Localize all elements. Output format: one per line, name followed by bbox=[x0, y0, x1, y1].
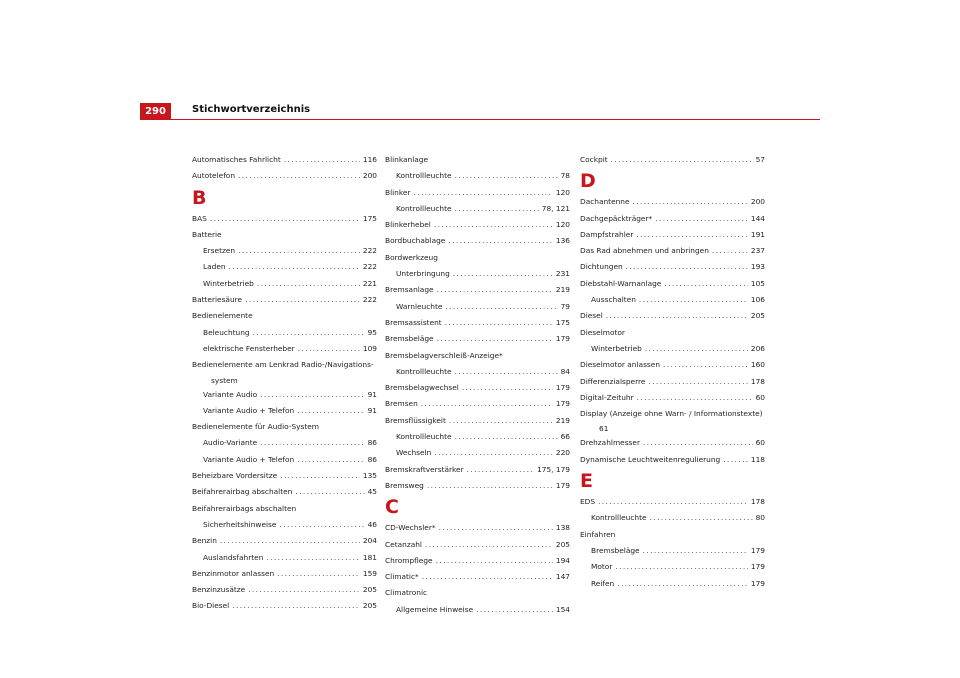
entry-label: Dynamische Leuchtweitenregulierung bbox=[580, 454, 721, 464]
dot-leader bbox=[611, 152, 753, 168]
index-entry[interactable] bbox=[385, 462, 570, 478]
page-reference[interactable]: 181 bbox=[362, 552, 377, 562]
dot-leader bbox=[434, 445, 553, 461]
index-entry[interactable] bbox=[385, 478, 570, 494]
entry-label: Beleuchtung bbox=[203, 327, 250, 337]
entry-label: Motor bbox=[591, 562, 613, 572]
page-reference[interactable]: 57 bbox=[755, 155, 765, 164]
entry-label: Kontrollleuchte bbox=[396, 366, 452, 376]
index-subentry[interactable] bbox=[580, 543, 765, 559]
page-reference[interactable]: 135 bbox=[362, 471, 377, 481]
dot-leader bbox=[260, 387, 364, 403]
index-heading-continuation: system bbox=[211, 375, 238, 385]
entry-label: Bremsweg bbox=[385, 480, 424, 490]
page-reference[interactable]: 144 bbox=[750, 213, 765, 223]
entry-label: Kontrollleuchte bbox=[396, 432, 452, 442]
dot-leader bbox=[445, 299, 557, 315]
entry-label: Warnleuchte bbox=[396, 301, 443, 311]
entry-label: Drehzahlmesser bbox=[580, 438, 640, 448]
dot-leader bbox=[650, 510, 753, 526]
entry-label: Dachgepäckträger* bbox=[580, 213, 653, 223]
page-reference[interactable]: 138 bbox=[555, 523, 570, 533]
dot-leader bbox=[437, 331, 553, 347]
index-heading: Beifahrerairbags abschalten bbox=[192, 503, 297, 513]
entry-label: Cetanzahl bbox=[385, 539, 422, 549]
index-entry[interactable] bbox=[580, 211, 765, 227]
page-reference[interactable]: 205 bbox=[362, 585, 377, 595]
page-reference[interactable]: 205 bbox=[362, 601, 377, 611]
entry-label: Bremsanlage bbox=[385, 285, 434, 295]
entry-label: Chrompflege bbox=[385, 555, 433, 565]
page-reference[interactable]: 105 bbox=[750, 278, 765, 288]
page-reference[interactable]: 45 bbox=[367, 487, 377, 497]
entry-label: Variante Audio + Telefon bbox=[203, 454, 295, 464]
dot-leader bbox=[663, 357, 748, 373]
dot-leader bbox=[615, 559, 748, 575]
dot-leader bbox=[427, 478, 553, 494]
index-entry[interactable] bbox=[192, 533, 377, 549]
index-subentry[interactable] bbox=[580, 292, 765, 308]
index-heading: Batterie bbox=[192, 229, 222, 239]
page-reference[interactable]: 175, 179 bbox=[537, 464, 570, 474]
index-heading: Einfahren bbox=[580, 529, 616, 539]
entry-label: Diesel bbox=[580, 311, 603, 321]
dot-leader bbox=[455, 201, 539, 217]
page-reference[interactable]: 219 bbox=[555, 285, 570, 295]
page-reference[interactable]: 179 bbox=[750, 578, 765, 588]
index-entry[interactable] bbox=[192, 566, 377, 582]
entry-label: Bremsen bbox=[385, 399, 418, 409]
page-title: Stichwortverzeichnis bbox=[192, 104, 311, 115]
dot-leader bbox=[455, 364, 558, 380]
header-divider bbox=[140, 119, 820, 120]
entry-label: Ausschalten bbox=[591, 295, 636, 305]
page-reference[interactable]: 194 bbox=[555, 555, 570, 565]
page-reference[interactable]: 154 bbox=[555, 604, 570, 614]
entry-label: Dichtungen bbox=[580, 262, 623, 272]
index-subentry[interactable] bbox=[385, 364, 570, 380]
entry-label: Variante Audio bbox=[203, 389, 258, 399]
page-reference[interactable]: 106 bbox=[750, 295, 765, 305]
page-reference[interactable]: 178 bbox=[750, 376, 765, 386]
index-subentry[interactable] bbox=[385, 445, 570, 461]
entry-label: Benzinmotor anlassen bbox=[192, 568, 275, 578]
index-subentry[interactable] bbox=[192, 435, 377, 451]
page-reference[interactable]: 86 bbox=[367, 438, 377, 448]
index-entry[interactable] bbox=[192, 484, 377, 500]
index-heading: Display (Anzeige ohne Warn- / Informationstexte) bbox=[580, 409, 763, 419]
entry-label: EDS bbox=[580, 497, 596, 507]
entry-label: Bremsbeläge bbox=[385, 334, 434, 344]
index-entry[interactable] bbox=[385, 380, 570, 396]
index-heading: Blinkanlage bbox=[385, 155, 429, 164]
index-subentry[interactable] bbox=[385, 168, 570, 184]
index-subentry[interactable] bbox=[192, 550, 377, 566]
entry-label: Allgemeine Hinweise bbox=[396, 604, 474, 614]
index-entry[interactable] bbox=[385, 537, 570, 553]
dot-leader bbox=[238, 243, 360, 259]
entry-label: CD-Wechsler* bbox=[385, 523, 436, 533]
dot-leader bbox=[462, 380, 553, 396]
dot-leader bbox=[606, 308, 748, 324]
page-reference[interactable]: 80 bbox=[755, 513, 765, 523]
index-heading: Dieselmotor bbox=[580, 327, 625, 337]
page-reference[interactable]: 160 bbox=[750, 360, 765, 370]
index-entry[interactable] bbox=[580, 243, 765, 259]
entry-label: Kontrollleuchte bbox=[396, 171, 452, 181]
dot-leader bbox=[598, 494, 748, 510]
page-reference[interactable]: 204 bbox=[362, 536, 377, 546]
index-entry[interactable] bbox=[192, 152, 377, 168]
dot-leader bbox=[645, 341, 748, 357]
index-entry[interactable] bbox=[580, 374, 765, 390]
page-reference[interactable]: 179 bbox=[555, 480, 570, 490]
index-entry[interactable] bbox=[192, 211, 377, 227]
entry-label: Laden bbox=[203, 262, 226, 272]
index-subentry[interactable] bbox=[385, 429, 570, 445]
dot-leader bbox=[448, 233, 553, 249]
index-entry[interactable] bbox=[580, 435, 765, 451]
dot-leader bbox=[298, 341, 360, 357]
index-subentry[interactable] bbox=[580, 559, 765, 575]
dot-leader bbox=[455, 429, 558, 445]
page-reference[interactable]: 179 bbox=[555, 399, 570, 409]
index-heading-continuation: 61 bbox=[599, 424, 609, 434]
index-entry[interactable] bbox=[385, 315, 570, 331]
index-entry[interactable] bbox=[580, 452, 765, 468]
dot-leader bbox=[723, 452, 748, 468]
index-entry[interactable] bbox=[385, 217, 570, 233]
dot-leader bbox=[643, 543, 748, 559]
dot-leader bbox=[295, 484, 364, 500]
index-subentry[interactable] bbox=[192, 403, 377, 419]
page-reference[interactable]: 179 bbox=[555, 334, 570, 344]
index-entry[interactable] bbox=[192, 582, 377, 598]
index-heading: Bremsbelagverschleiß-Anzeige* bbox=[385, 350, 503, 360]
index-entry[interactable] bbox=[385, 569, 570, 585]
dot-leader bbox=[712, 243, 748, 259]
index-column-1 bbox=[192, 152, 377, 615]
entry-label: Bio-Diesel bbox=[192, 601, 230, 611]
index-subentry[interactable] bbox=[192, 517, 377, 533]
index-subentry[interactable] bbox=[385, 266, 570, 282]
page-reference[interactable]: 179 bbox=[750, 545, 765, 555]
entry-label: Blinker bbox=[385, 187, 411, 197]
page-reference[interactable]: 175 bbox=[362, 213, 377, 223]
index-entry[interactable] bbox=[580, 390, 765, 406]
index-subentry[interactable] bbox=[192, 341, 377, 357]
index-entry[interactable] bbox=[192, 598, 377, 614]
page-reference[interactable]: 222 bbox=[362, 246, 377, 256]
index-heading: Bedienelemente bbox=[192, 311, 253, 321]
dot-leader bbox=[636, 227, 748, 243]
page-reference[interactable]: 109 bbox=[362, 343, 377, 353]
dot-leader bbox=[445, 315, 553, 331]
entry-label: Bremsbelagwechsel bbox=[385, 383, 459, 393]
index-entry[interactable] bbox=[385, 413, 570, 429]
dot-leader bbox=[633, 194, 748, 210]
page-reference[interactable]: 91 bbox=[367, 389, 377, 399]
index-entry[interactable] bbox=[580, 227, 765, 243]
entry-label: Sicherheitshinweise bbox=[203, 519, 277, 529]
index-entry[interactable] bbox=[580, 194, 765, 210]
page-reference[interactable]: 231 bbox=[555, 269, 570, 279]
index-subentry[interactable] bbox=[580, 510, 765, 526]
entry-label: Dieselmotor anlassen bbox=[580, 360, 660, 370]
entry-label: Bordbuchablage bbox=[385, 236, 446, 246]
entry-label: Bremsbeläge bbox=[591, 545, 640, 555]
page-reference[interactable]: 91 bbox=[367, 405, 377, 415]
entry-label: Benzinzusätze bbox=[192, 585, 246, 595]
entry-label: Automatisches Fahrlicht bbox=[192, 155, 281, 164]
page-reference[interactable]: 84 bbox=[560, 366, 570, 376]
page-reference[interactable]: 120 bbox=[555, 220, 570, 230]
page-reference[interactable]: 220 bbox=[555, 448, 570, 458]
dot-leader bbox=[643, 435, 753, 451]
page-reference[interactable]: 179 bbox=[750, 562, 765, 572]
dot-leader bbox=[455, 168, 558, 184]
entry-label: Climatic* bbox=[385, 572, 419, 582]
index-entry[interactable] bbox=[580, 276, 765, 292]
page-reference[interactable]: 205 bbox=[750, 311, 765, 321]
page-reference[interactable]: 237 bbox=[750, 246, 765, 256]
entry-label: Beifahrerairbag abschalten bbox=[192, 487, 293, 497]
index-subentry[interactable] bbox=[192, 259, 377, 275]
dot-leader bbox=[639, 292, 748, 308]
index-entry[interactable] bbox=[580, 259, 765, 275]
dot-leader bbox=[277, 566, 360, 582]
page-reference[interactable]: 116 bbox=[362, 155, 377, 164]
dot-leader bbox=[279, 517, 364, 533]
entry-label: Unterbringung bbox=[396, 269, 450, 279]
index-entry[interactable] bbox=[580, 152, 765, 168]
page-reference[interactable]: 118 bbox=[750, 454, 765, 464]
dot-leader bbox=[260, 435, 364, 451]
dot-leader bbox=[232, 598, 360, 614]
page-reference[interactable]: 193 bbox=[750, 262, 765, 272]
entry-label: Winterbetrieb bbox=[203, 278, 254, 288]
page-reference[interactable]: 78 bbox=[560, 171, 570, 181]
index-subentry[interactable] bbox=[192, 387, 377, 403]
index-heading: Climatronic bbox=[385, 588, 428, 598]
index-subentry[interactable] bbox=[192, 243, 377, 259]
index-subentry[interactable] bbox=[385, 602, 570, 618]
index-entry[interactable] bbox=[580, 494, 765, 510]
entry-label: BAS bbox=[192, 213, 207, 223]
dot-leader bbox=[253, 325, 365, 341]
dot-leader bbox=[439, 520, 553, 536]
entry-label: Dachantenne bbox=[580, 197, 630, 207]
page-reference[interactable]: 46 bbox=[367, 519, 377, 529]
entry-label: elektrische Fensterheber bbox=[203, 343, 295, 353]
dot-leader bbox=[413, 185, 552, 201]
index-subentry[interactable] bbox=[385, 299, 570, 315]
index-entry[interactable] bbox=[192, 168, 377, 184]
dot-leader bbox=[425, 537, 553, 553]
dot-leader bbox=[280, 468, 360, 484]
section-letter: B bbox=[192, 186, 207, 209]
dot-leader bbox=[421, 396, 553, 412]
page-reference[interactable]: 147 bbox=[555, 572, 570, 582]
page-reference[interactable]: 206 bbox=[750, 343, 765, 353]
dot-leader bbox=[297, 403, 364, 419]
index-entry[interactable] bbox=[192, 468, 377, 484]
entry-label: Ersetzen bbox=[203, 246, 236, 256]
page-reference[interactable]: 60 bbox=[755, 438, 765, 448]
dot-leader bbox=[637, 390, 753, 406]
entry-label: Bremsassistent bbox=[385, 317, 442, 327]
dot-leader bbox=[229, 259, 360, 275]
index-entry[interactable] bbox=[385, 520, 570, 536]
page-reference[interactable]: 178 bbox=[750, 497, 765, 507]
page-reference[interactable]: 221 bbox=[362, 278, 377, 288]
dot-leader bbox=[453, 266, 553, 282]
dot-leader bbox=[449, 413, 553, 429]
index-entry[interactable] bbox=[385, 233, 570, 249]
entry-label: Blinkerhebel bbox=[385, 220, 431, 230]
page-reference[interactable]: 66 bbox=[560, 432, 570, 442]
dot-leader bbox=[422, 569, 553, 585]
index-entry[interactable] bbox=[385, 553, 570, 569]
section-letter: C bbox=[385, 496, 399, 519]
dot-leader bbox=[476, 602, 553, 618]
entry-label: Wechseln bbox=[396, 448, 432, 458]
entry-label: Cockpit bbox=[580, 155, 608, 164]
dot-leader bbox=[210, 211, 360, 227]
index-heading: Bordwerkzeug bbox=[385, 252, 438, 262]
page-reference[interactable]: 205 bbox=[555, 539, 570, 549]
page-reference[interactable]: 78, 121 bbox=[541, 203, 570, 213]
entry-label: Das Rad abnehmen und anbringen bbox=[580, 246, 709, 256]
page-reference[interactable]: 86 bbox=[367, 454, 377, 464]
page-reference[interactable]: 222 bbox=[362, 295, 377, 305]
dot-leader bbox=[617, 576, 748, 592]
index-subentry[interactable] bbox=[385, 201, 570, 217]
index-entry[interactable] bbox=[385, 396, 570, 412]
entry-label: Batteriesäure bbox=[192, 295, 243, 305]
entry-label: Kontrollleuchte bbox=[396, 203, 452, 213]
entry-label: Beheizbare Vordersitze bbox=[192, 471, 278, 481]
dot-leader bbox=[436, 553, 553, 569]
index-column-2 bbox=[385, 152, 570, 618]
page-reference[interactable]: 175 bbox=[555, 317, 570, 327]
dot-leader bbox=[266, 550, 360, 566]
entry-label: Bremskraftverstärker bbox=[385, 464, 464, 474]
index-subentry[interactable] bbox=[192, 452, 377, 468]
dot-leader bbox=[238, 168, 360, 184]
page-reference[interactable]: 200 bbox=[750, 197, 765, 207]
index-entry[interactable] bbox=[385, 185, 570, 201]
dot-leader bbox=[434, 217, 553, 233]
dot-leader bbox=[220, 533, 360, 549]
entry-label: Autotelefon bbox=[192, 171, 236, 181]
page-reference[interactable]: 179 bbox=[555, 383, 570, 393]
entry-label: Audio-Variante bbox=[203, 438, 258, 448]
section-letter: D bbox=[580, 170, 596, 193]
entry-label: Differenzialsperre bbox=[580, 376, 646, 386]
entry-label: Digital-Zeituhr bbox=[580, 392, 634, 402]
page-reference[interactable]: 95 bbox=[367, 327, 377, 337]
dot-leader bbox=[664, 276, 748, 292]
page-reference[interactable]: 136 bbox=[555, 236, 570, 246]
page-reference[interactable]: 222 bbox=[362, 262, 377, 272]
index-heading: Bedienelemente für Audio-System bbox=[192, 422, 320, 432]
index-subentry[interactable] bbox=[192, 276, 377, 292]
entry-label: Dampfstrahler bbox=[580, 229, 634, 239]
dot-leader bbox=[257, 276, 360, 292]
index-heading: Bedienelemente am Lenkrad Radio-/Navigations- bbox=[192, 360, 374, 370]
dot-leader bbox=[245, 292, 360, 308]
index-entry[interactable] bbox=[385, 282, 570, 298]
entry-label: Auslandsfahrten bbox=[203, 552, 264, 562]
index-column-3 bbox=[580, 152, 765, 592]
index-entry[interactable] bbox=[192, 292, 377, 308]
entry-label: Kontrollleuchte bbox=[591, 513, 647, 523]
index-subentry[interactable] bbox=[192, 325, 377, 341]
dot-leader bbox=[648, 374, 747, 390]
dot-leader bbox=[284, 152, 360, 168]
page-reference[interactable]: 79 bbox=[560, 301, 570, 311]
page-reference[interactable]: 159 bbox=[362, 568, 377, 578]
dot-leader bbox=[297, 452, 364, 468]
dot-leader bbox=[467, 462, 534, 478]
dot-leader bbox=[437, 282, 553, 298]
entry-label: Variante Audio + Telefon bbox=[203, 405, 295, 415]
dot-leader bbox=[248, 582, 360, 598]
index-subentry[interactable] bbox=[580, 576, 765, 592]
entry-label: Benzin bbox=[192, 536, 217, 546]
page-reference[interactable]: 60 bbox=[755, 392, 765, 402]
index-entry[interactable] bbox=[580, 308, 765, 324]
entry-label: Reifen bbox=[591, 578, 615, 588]
dot-leader bbox=[655, 211, 748, 227]
section-letter: E bbox=[580, 470, 593, 493]
entry-label: Bremsflüssigkeit bbox=[385, 415, 446, 425]
index-entry[interactable] bbox=[385, 331, 570, 347]
dot-leader bbox=[626, 259, 748, 275]
index-entry[interactable] bbox=[580, 357, 765, 373]
page-reference[interactable]: 200 bbox=[362, 171, 377, 181]
page-number-badge: 290 bbox=[140, 103, 171, 120]
page-reference[interactable]: 191 bbox=[750, 229, 765, 239]
page-reference[interactable]: 120 bbox=[555, 187, 570, 197]
page-reference[interactable]: 219 bbox=[555, 415, 570, 425]
index-subentry[interactable] bbox=[580, 341, 765, 357]
entry-label: Winterbetrieb bbox=[591, 343, 642, 353]
entry-label: Diebstahl-Warnanlage bbox=[580, 278, 662, 288]
